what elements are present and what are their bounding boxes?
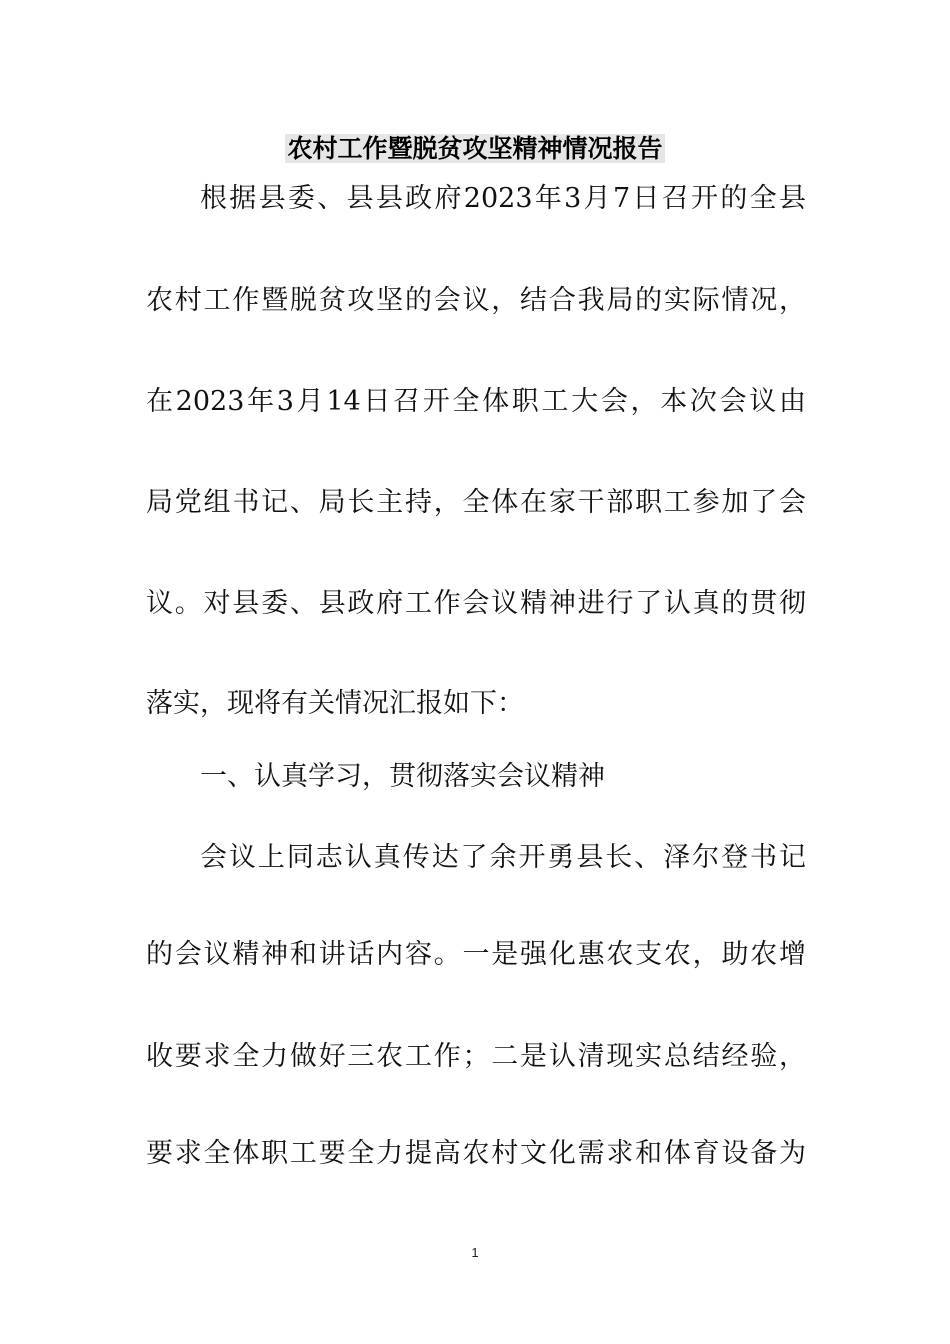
paragraph-line: 在2023年3月14日召开全体职工大会，本次会议由 — [146, 386, 806, 417]
section-heading: 一、认真学习，贯彻落实会议精神 — [200, 761, 605, 792]
paragraph-line: 根据县委、县县政府2023年3月7日召开的全县 — [200, 183, 806, 214]
paragraph-line: 的会议精神和讲话内容。一是强化惠农支农，助农增 — [146, 939, 806, 970]
paragraph-line: 落实，现将有关情况汇报如下： — [146, 688, 524, 719]
paragraph-line: 收要求全力做好三农工作；二是认清现实总结经验， — [146, 1041, 806, 1072]
paragraph-line: 农村工作暨脱贫攻坚的会议，结合我局的实际情况， — [146, 285, 806, 316]
paragraph-line: 要求全体职工要全力提高农村文化需求和体育设备为 — [146, 1138, 806, 1169]
paragraph-line: 会议上同志认真传达了余开勇县长、泽尔登书记 — [200, 842, 806, 873]
paragraph-line: 议。对县委、县政府工作会议精神进行了认真的贯彻 — [146, 588, 806, 619]
document-title — [0, 130, 950, 168]
document-title-text: 农村工作暨脱贫攻坚精神情况报告 — [287, 134, 663, 163]
page-number: 1 — [471, 1245, 479, 1260]
paragraph-line: 局党组书记、局长主持，全体在家干部职工参加了会 — [146, 487, 806, 518]
